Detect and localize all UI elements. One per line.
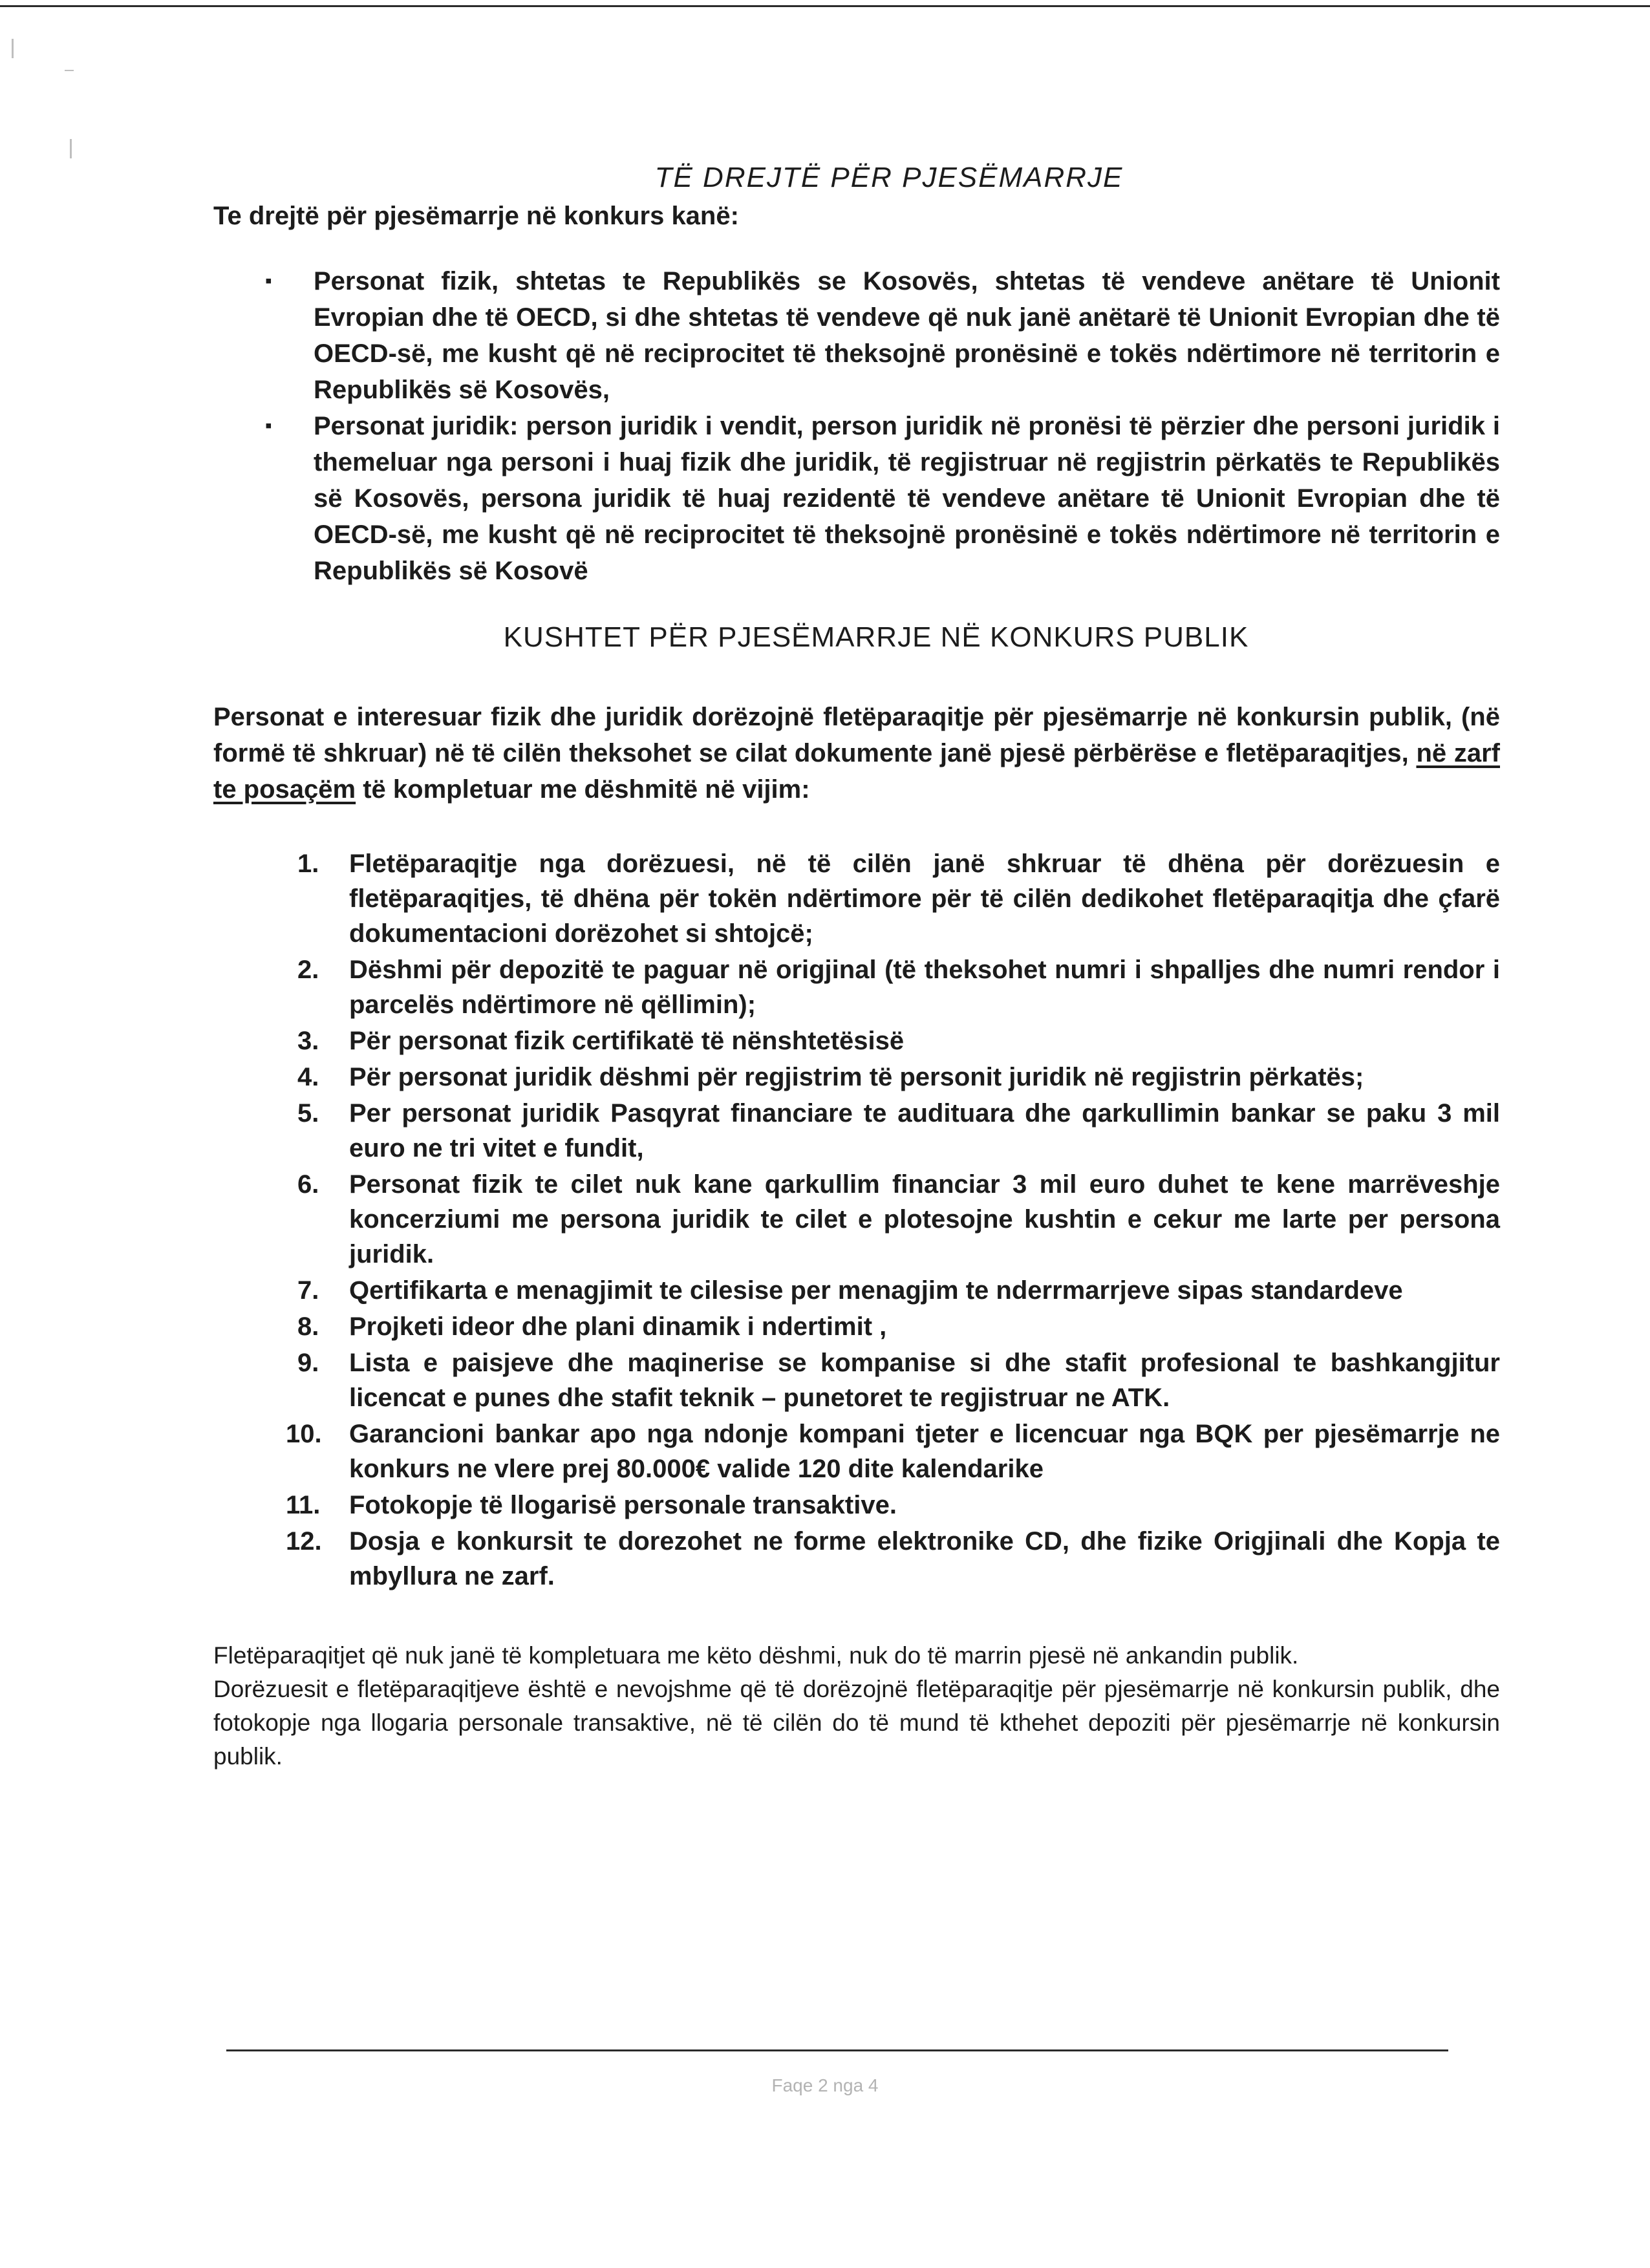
footer-divider [226,2049,1448,2051]
requirements-list [213,846,1500,1594]
list-item [213,1345,1500,1415]
item-number: 12. [286,1527,322,1556]
item-number: 8. [297,1312,319,1341]
closing-paragraph: Fletëparaqitjet që nuk janë të kompletuara me këto dëshmi, nuk do të marrin pjesë në ankandin publik. [213,1642,1299,1669]
scan-margin-mark [65,70,74,71]
item-number: 6. [297,1170,319,1199]
item-number: 3. [297,1027,319,1055]
section-title: KUSHTET PËR PJESËMARRJE NË KONKURS PUBLIK [503,621,1249,653]
list-item-text: Personat juridik: person juridik i vendit, person juridik në pronësi të përzier dhe personi juridik i themeluar nga personi i huaj fizik dhe juridik, të regjistruar në regjistrin përkatës te Republikës së Kosovës, persona juridik të huaj rezidentë të vendeve anëtare të Unionit Evropian dhe të OECD-së, me kusht që në reciprocitet të theksojnë pronësinë e tokës ndërtimore në territorin e Republikës së Kosovë [314,412,1500,585]
list-item [213,952,1500,1022]
item-number: 2. [297,956,319,984]
list-item [213,1060,1500,1095]
item-number: 4. [297,1063,319,1091]
list-item [213,1273,1500,1308]
list-item [213,1096,1500,1166]
list-item-text: Garancioni bankar apo nga ndonje kompani tjeter e licencuar nga BQK per pjesëmarrje ne konkurs ne vlere prej 80.000€ valide 120 dite kalendarike [349,1420,1500,1483]
page-number: Faqe 2 nga 4 [771,2075,879,2095]
item-number: 5. [297,1099,319,1128]
paragraph-text: Personat e interesuar fizik dhe juridik dorëzojnë fletëparaqitje për pjesëmarrje në konkursin publik, (në formë të shkruar) në të cilën theksohet se cilat dokumente janë pjesë përbërëse e fletëparaqitjes, [213,703,1500,767]
list-item-text: Lista e paisjeve dhe maqinerise se kompanise si dhe stafit profesional te bashkangjitur licencat e punes dhe stafit teknik – punetoret te regjistruar ne ATK. [349,1349,1500,1412]
item-number: 1. [297,850,319,878]
list-item-text: Fotokopje të llogarisë personale transaktive. [349,1491,897,1519]
bullet-icon: ▪ [265,270,272,292]
list-item [213,1488,1500,1523]
item-number: 7. [297,1276,319,1305]
list-item-text: Personat fizik, shtetas te Republikës se Kosovës, shtetas të vendeve anëtare të Unionit Evropian dhe të OECD, si dhe shtetas të vendeve që nuk janë anëtarë të Unionit Evropian dhe të OECD-së, me kusht që në reciprocitet të theksojnë pronësinë e tokës ndërtimore në territorin e Republikës së Kosovës, [314,267,1500,404]
list-item-text: Per personat juridik Pasqyrat financiare te audituara dhe qarkullimin bankar se paku 3 mil euro ne tri vitet e fundit, [349,1099,1500,1162]
list-item-text: Projketi ideor dhe plani dinamik i ndertimit , [349,1312,887,1341]
list-item [213,1167,1500,1272]
list-item-text: Dosja e konkursit te dorezohet ne forme elektronike CD, dhe fizike Origjinali dhe Kopja te mbyllura ne zarf. [349,1527,1500,1590]
list-item-text: Dëshmi për depozitë te paguar në origjinal (të theksohet numri i shpalljes dhe numri rendor i parcelës ndërtimore në qëllimin); [349,956,1500,1019]
eligibility-intro: Te drejtë për pjesëmarrje në konkurs kanë: [213,202,739,230]
closing-paragraph: Dorëzuesit e fletëparaqitjeve është e nevojshme që të dorëzojnë fletëparaqitje për pjesëmarrje në konkursin publik, dhe fotokopje nga llogaria personale transaktive, në të cilën do të mund të kthehet depoziti për pjesëmarrje në konkursin publik. [213,1676,1500,1770]
page-title: TË DREJTË PËR PJESËMARRJE [654,162,1124,193]
list-item [213,1417,1500,1486]
scan-top-edge [0,5,1650,7]
list-item [213,846,1500,951]
list-item [213,1309,1500,1344]
list-item [213,263,1500,408]
item-number: 10. [286,1420,322,1448]
list-item [213,1524,1500,1594]
list-item-text: Qertifikarta e menagjimit te cilesise per menagjim te nderrmarrjeve sipas standardeve [349,1276,1403,1305]
paragraph-text: të kompletuar me dëshmitë në vijim: [363,775,810,804]
document-page [213,162,1500,1773]
item-number: 9. [297,1349,319,1377]
list-item-text: Për personat fizik certifikatë të nënshtetësisë [349,1027,905,1055]
scan-margin-mark [70,139,72,158]
list-item-text: Fletëparaqitje nga dorëzuesi, në të cilën janë shkruar të dhëna për dorëzuesin e fletëparaqitjes, të dhëna për tokën ndërtimore për të cilën dedikohet fletëparaqitja dhe çfarë dokumentacioni dorëzohet si shtojcë; [349,850,1500,948]
underlined-text: në zarf te posaçëm [213,739,1500,804]
scan-margin-mark [12,39,14,58]
eligibility-list [213,263,1500,589]
conditions-paragraph [213,699,1500,808]
list-item-text: Personat fizik te cilet nuk kane qarkullim financiar 3 mil euro duhet te kene marrëveshje koncerziumi me persona juridik te cilet e plotesojne kushtin e cekur me larte per persona juridik. [349,1170,1500,1268]
item-number: 11. [286,1491,321,1519]
list-item [213,1023,1500,1058]
list-item-text: Për personat juridik dëshmi për regjistrim të personit juridik në regjistrin përkatës; [349,1063,1364,1091]
list-item [213,408,1500,589]
bullet-icon: ▪ [265,415,272,436]
